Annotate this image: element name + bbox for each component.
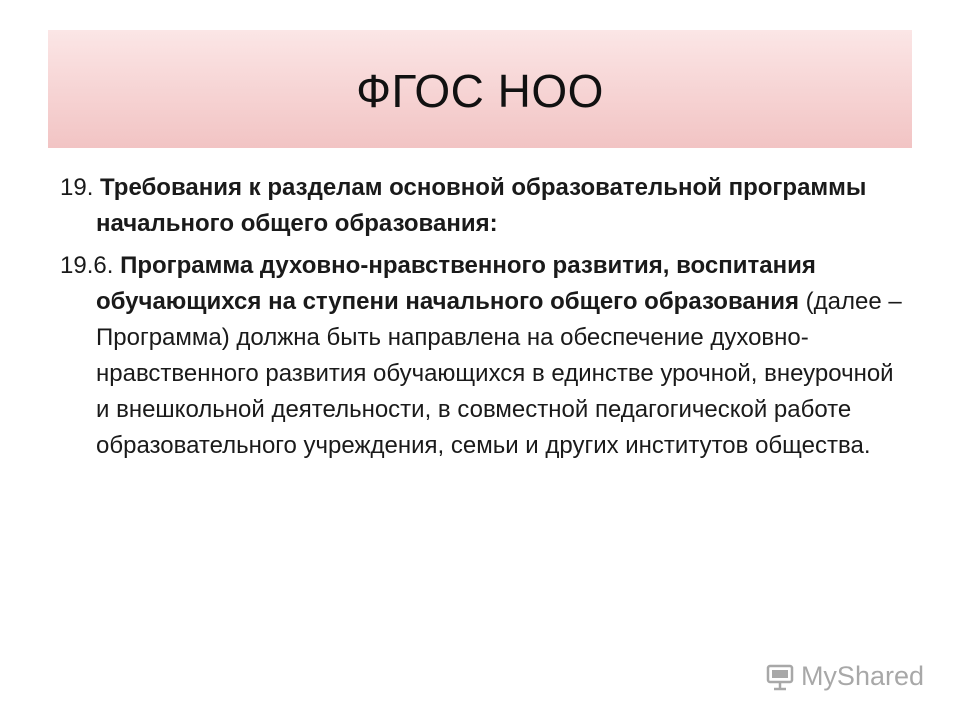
paragraph-number: 19. [60,174,94,201]
watermark [765,661,924,692]
slide-body [60,170,910,470]
paragraph-bold-text: Требования к разделам основной образовательной программы начального общего образования: [96,174,867,237]
paragraph-bold-text: Программа духовно-нравственного развития, воспитания обучающихся на ступени начального общего образования [96,252,816,315]
slide-title: ФГОС НОО [356,65,604,117]
watermark-text: MyShared [800,661,924,691]
paragraph-number: 19.6. [60,252,114,279]
paragraph-19 [60,170,910,242]
slide-title-bar [48,30,912,148]
paragraph-19-6 [60,248,910,464]
presentation-board-icon [765,662,795,692]
paragraph-normal-text: (далее – Программа) должна быть направлена на обеспечение духовно-нравственного развития обучающихся в единстве урочной, внеурочной и внешкольной деятельности, в совместной педагогической работе образовательного учреждения, семьи и других институтов общества. [96,288,902,459]
